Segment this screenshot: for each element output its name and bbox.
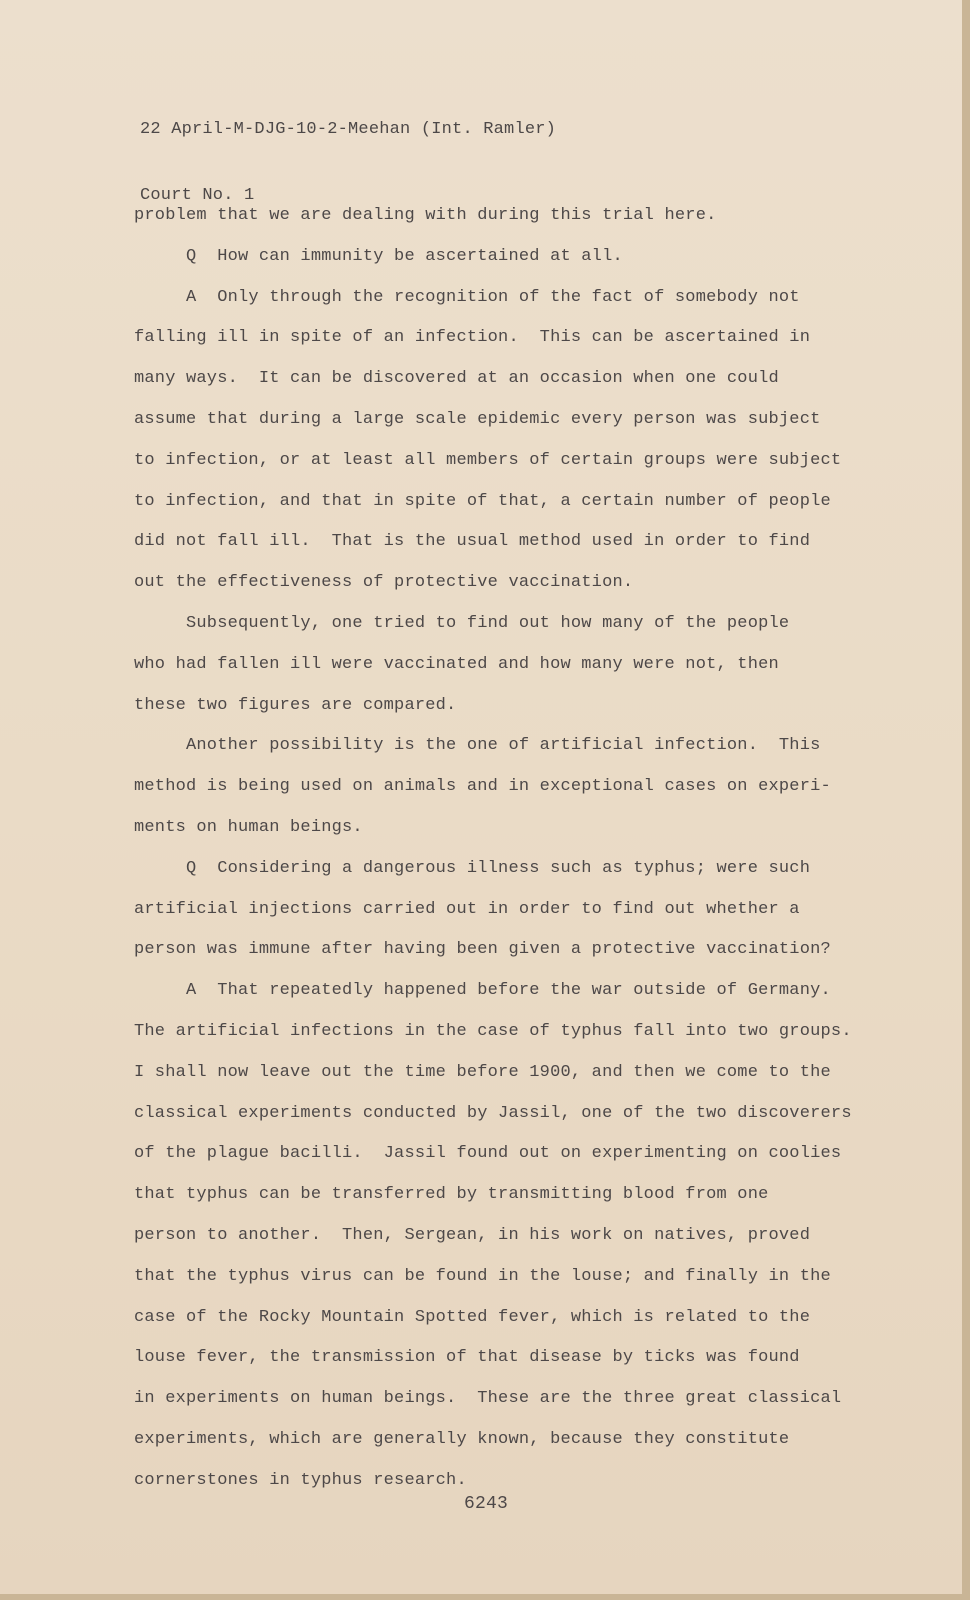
transcript-line: case of the Rocky Mountain Spotted fever, which is related to the [134,1307,811,1327]
header-court-line: Court No. 1 [140,186,255,205]
transcript-line: of the plague bacilli. Jassil found out on experimenting on coolies [134,1144,842,1164]
transcript-line: did not fall ill. That is the usual method used in order to find [134,532,811,552]
header-case-line: 22 April-M-DJG-10-2-Meehan (Int. Ramler) [140,120,557,139]
transcript-line: louse fever, the transmission of that disease by ticks was found [134,1348,800,1368]
transcript-line: ments on human beings. [134,817,363,837]
page-number: 6243 [464,1494,509,1514]
transcript-line: The artificial infections in the case of typhus fall into two groups. [134,1021,852,1041]
transcript-line: to infection, or at least all members of certain groups were subject [134,450,842,470]
transcript-line: classical experiments conducted by Jassil, one of the two discoverers [134,1103,852,1123]
transcript-line: who had fallen ill were vaccinated and how many were not, then [134,654,779,674]
transcript-line: in experiments on human beings. These are the three great classical [134,1389,842,1409]
transcript-line: cornerstones in typhus research. [134,1470,467,1490]
transcript-line: artificial injections carried out in order to find out whether a [134,899,800,919]
transcript-line: A That repeatedly happened before the war outside of Germany. [134,981,831,1001]
transcript-line: assume that during a large scale epidemic every person was subject [134,409,821,429]
transcript-line: that typhus can be transferred by transmitting blood from one [134,1185,769,1205]
transcript-line: A Only through the recognition of the fact of somebody not [134,287,800,307]
transcript-line: Q Considering a dangerous illness such as typhus; were such [134,858,811,878]
transcript-line: Another possibility is the one of artificial infection. This [134,736,821,756]
transcript-line: Subsequently, one tried to find out how many of the people [134,613,790,633]
transcript-line: person was immune after having been given a protective vaccination? [134,940,831,960]
transcript-line: out the effectiveness of protective vaccination. [134,573,634,593]
transcript-line: I shall now leave out the time before 1900, and then we come to the [134,1062,831,1082]
transcript-line: person to another. Then, Sergean, in his work on natives, proved [134,1225,811,1245]
transcript-line: falling ill in spite of an infection. This can be ascertained in [134,328,811,348]
transcript-line: that the typhus virus can be found in the louse; and finally in the [134,1266,831,1286]
transcript-line: experiments, which are generally known, because they constitute [134,1429,790,1449]
transcript-line: many ways. It can be discovered at an occasion when one could [134,369,779,389]
transcript-body [134,196,854,1502]
transcript-line: problem that we are dealing with during this trial here. [134,206,717,225]
transcript-line: these two figures are compared. [134,695,457,715]
transcript-line: to infection, and that in spite of that, a certain number of people [134,491,831,511]
transcript-line: method is being used on animals and in exceptional cases on experi- [134,777,831,797]
transcript-line: Q How can immunity be ascertained at all. [134,246,623,266]
